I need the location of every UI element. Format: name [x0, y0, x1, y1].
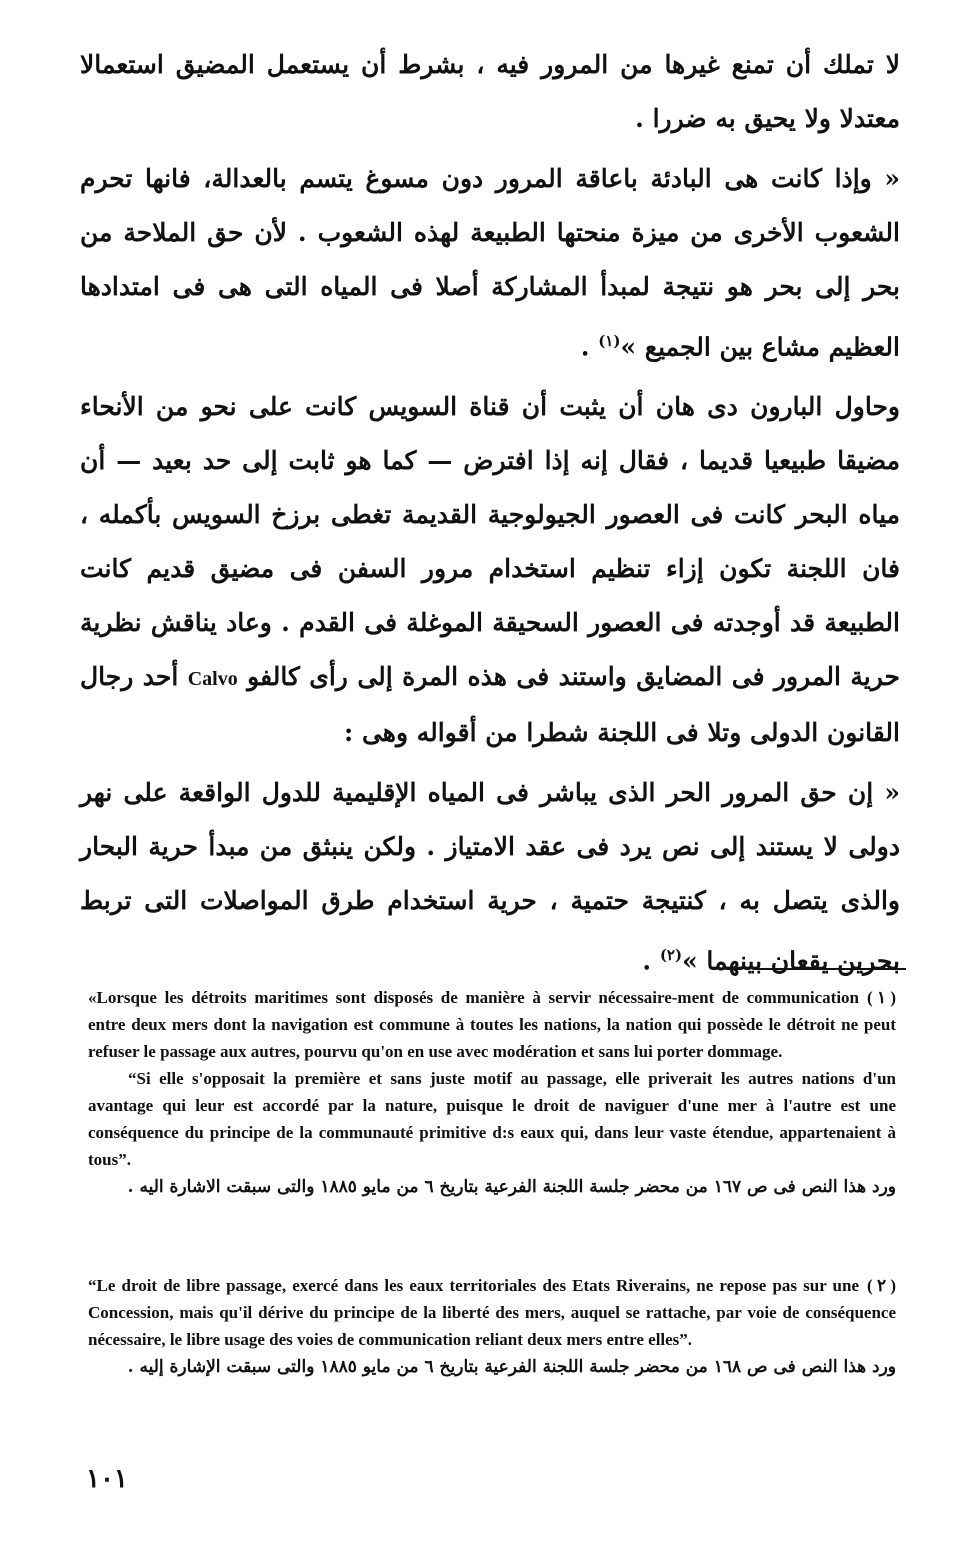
paragraph-4-text: « إن حق المرور الحر الذى يباشر فى المياه الإقليمية للدول الواقعة على نهر دولى لا يستند إلى نص يرد فى عقد الامتياز . ولكن ينبثق من مبدأ حرية البحار والذى يتصل به ، كنتيجة حتمية ، حرية استخدام طرق المواصلات التى تربط بحرين يقعان بينهما » — [80, 778, 900, 976]
footnote-2-french — [88, 1272, 896, 1353]
latin-name-calvo: Calvo — [187, 668, 238, 691]
footnote-1-number: ( ١ ) — [867, 988, 896, 1007]
paragraph-2-end: . — [580, 332, 599, 362]
footnote-2-source-text: ورد هذا النص فى ص ١٦٨ من محضر جلسة اللجنة الفرعية بتاريخ ٦ من مايو ١٨٨٥ والتى سبقت الإشارة إليه . — [127, 1357, 896, 1377]
footnote-1-source — [88, 1173, 896, 1201]
main-text — [80, 38, 900, 989]
footnote-1 — [88, 984, 896, 1201]
footnote-ref-1: (١) — [598, 332, 621, 350]
paragraph-3 — [80, 380, 900, 760]
paragraph-3-text-a: وحاول البارون دى هان أن يثبت أن قناة السويس كانت على نحو من الأنحاء مضيقا طبيعيا قديما ، فقال إنه إذا افترض — كما هو ثابت إلى حد بعيد — أن مياه البحر كانت فى العصور الجيولوجية القديمة تغطى برزخ السويس بأكمله ، فان اللجنة تكون إزاء تنظيم استخدام مرور السفن فى مضيق قديم كانت الطبيعة قد أوجدته فى العصور السحيقة الموغلة فى القدم . وعاد يناقش نظرية حرية المرور فى المضايق واستند فى هذه المرة إلى رأى كالفو — [80, 392, 900, 692]
paragraph-1-text: لا تملك أن تمنع غيرها من المرور فيه ، بشرط أن يستعمل المضيق استعمالا معتدلا ولا يحيق به ضررا . — [80, 50, 900, 133]
paragraph-2 — [80, 152, 900, 374]
footnote-divider — [756, 968, 906, 970]
footnote-1-source-text: ورد هذا النص فى ص ١٦٧ من محضر جلسة اللجنة الفرعية بتاريخ ٦ من مايو ١٨٨٥ والتى سبقت الاشارة اليه . — [127, 1177, 896, 1197]
footnote-ref-2: (٢) — [659, 946, 683, 965]
footnote-1-quote-b: “Si elle s'opposait la première et sans juste motif au passage, elle priverait les autres nations d'un avantage qui leur est accordé par la nature, puisque le droit de naviguer d'une mer à l'autre est une conséquence du principe de la communauté primitive d:s eaux qui, dans leur vaste étendue, appartenaient à tous”. — [88, 1069, 896, 1169]
footnote-2-number: ( ٢ ) — [867, 1276, 896, 1295]
paragraph-1 — [80, 38, 900, 146]
footnote-1-quote-a: «Lorsque les détroits maritimes sont disposés de manière à servir nécessaire-ment de communication entre deux mers dont la navigation est commune à toutes les nations, la nation qui possède le détroit ne peut refuser le passage aux autres, pourvu qu'on en use avec modération et sans lui porter dommage. — [88, 988, 896, 1061]
paragraph-4-end: . — [642, 946, 660, 976]
footnote-1-french — [88, 984, 896, 1173]
paragraph-3-text-b: أحد رجال القانون الدولى وتلا فى اللجنة شطرا من أقواله وهى : — [80, 662, 900, 748]
footnote-2-source — [88, 1353, 896, 1381]
paragraph-2-text: « وإذا كانت هى البادئة باعاقة المرور دون مسوغ يتسم بالعدالة، فانها تحرم الشعوب الأخرى من ميزة منحتها الطبيعة لهذه الشعوب . لأن حق الملاحة من بحر إلى بحر هو نتيجة لمبدأ المشاركة أصلا فى المياه التى هى فى امتدادها العظيم مشاع بين الجميع » — [80, 164, 900, 362]
paragraph-4 — [80, 766, 900, 988]
page-number: ١٠١ — [86, 1464, 128, 1494]
footnote-2 — [88, 1272, 896, 1381]
footnote-2-quote: “Le droit de libre passage, exercé dans les eaux territoriales des Etats Riverains, ne repose pas sur une Concession, mais qu'il dérive du principe de la liberté des mers, auquel se rattache, par voie de conséquence nécessaire, le libre usage des voies de communication reliant deux mers entre elles”. — [88, 1276, 896, 1349]
